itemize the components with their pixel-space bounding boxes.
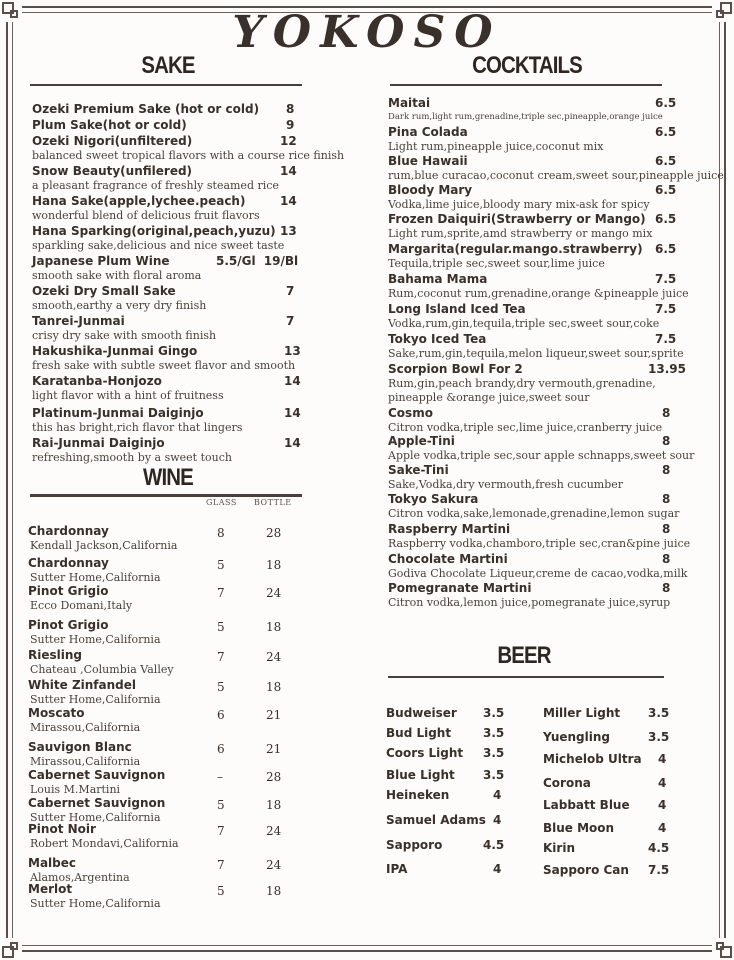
cocktail-item-price: 8 — [662, 552, 671, 566]
cocktail-item-price: 6.5 — [655, 212, 677, 226]
sake-item-price: 14 — [284, 374, 301, 388]
sake-item-price: 7 — [286, 284, 295, 298]
cocktail-item-name: Bahama Mama — [388, 272, 488, 286]
cocktail-item-desc: Citron vodka,sake,lemonade,grenadine,lemon sugar — [388, 507, 680, 520]
wine-glass-price: 8 — [217, 526, 225, 540]
beer-item-price: 4 — [658, 821, 667, 835]
wine-glass-price: 5 — [217, 680, 225, 694]
wine-item-name: Pinot Grigio — [28, 618, 109, 632]
beer-item-name: Heineken — [386, 788, 450, 802]
beer-item-name: Sapporo Can — [543, 863, 629, 877]
cocktail-item-name: Apple-Tini — [388, 434, 455, 448]
wine-item-desc: Mirassou,California — [30, 721, 141, 734]
cocktail-item-price: 13.95 — [648, 362, 686, 376]
sake-item-desc: refreshing,smooth by a sweet touch — [32, 451, 232, 464]
cocktail-item-desc: Tequila,triple sec,sweet sour,lime juice — [388, 257, 605, 270]
cocktail-item-price: 6.5 — [655, 242, 677, 256]
cocktail-item-desc: Citron vodka,lemon juice,pomegranate juice,syrup — [388, 596, 671, 609]
cocktail-item-name: Pomegranate Martini — [388, 581, 532, 595]
sake-item-price: 12 — [280, 134, 297, 148]
beer-item-name: Budweiser — [386, 706, 457, 720]
sake-item-name: Karatanba-Honjozo — [32, 374, 162, 388]
sake-item-name: Hana Sake(apple,lychee.peach) — [32, 194, 246, 208]
wine-item-desc: Alamos,Argentina — [30, 871, 130, 884]
sake-item-price: 7 — [286, 314, 295, 328]
cocktail-item-desc: Vodka,rum,gin,tequila,triple sec,sweet sour,coke — [388, 317, 660, 330]
cocktail-item-desc: Rum,gin,peach brandy,dry vermouth,grenadine, — [388, 377, 656, 390]
sake-item-price: 14 — [284, 406, 301, 420]
cocktails-heading: COCKTAILS — [472, 52, 582, 79]
wine-glass-price: 5 — [217, 884, 225, 898]
sake-heading: SAKE — [141, 52, 195, 79]
wine-glass-price: 7 — [217, 586, 225, 600]
cocktail-item-name: Sake-Tini — [388, 463, 449, 477]
sake-item-name: Hana Sparking(original,peach,yuzu) — [32, 224, 276, 238]
cocktail-item-name: Tokyo Iced Tea — [388, 332, 487, 346]
sake-item-desc: light flavor with a hint of fruitness — [32, 389, 224, 402]
cocktail-item-price: 6.5 — [655, 96, 677, 110]
wine-item-desc: Sutter Home,California — [30, 693, 161, 706]
cocktail-item-desc: Godiva Chocolate Liqueur,creme de cacao,vodka,milk — [388, 567, 688, 580]
beer-item-price: 4 — [493, 862, 502, 876]
wine-glass-price: 5 — [217, 620, 225, 634]
sake-item-price: 13 — [284, 344, 301, 358]
beer-item-price: 3.5 — [648, 706, 670, 720]
sake-item-price: 9 — [286, 118, 295, 132]
cocktail-item-name: Scorpion Bowl For 2 — [388, 362, 523, 376]
beer-item-price: 7.5 — [648, 863, 670, 877]
cocktail-item-name: Frozen Daiquiri(Strawberry or Mango) — [388, 212, 646, 226]
cocktail-item-name: Maitai — [388, 96, 431, 110]
wine-glass-price: 7 — [217, 824, 225, 838]
cocktail-item-name: Cosmo — [388, 406, 433, 420]
cocktails-rule — [390, 84, 662, 86]
beer-item-price: 3.5 — [648, 730, 670, 744]
cocktail-item-desc: Rum,coconut rum,grenadine,orange &pineapple juice — [388, 287, 689, 300]
wine-item-name: Malbec — [28, 856, 76, 870]
beer-rule — [388, 676, 664, 678]
wine-item-name: Pinot Noir — [28, 822, 96, 836]
menu-title: YOKOSO — [232, 7, 502, 58]
beer-item-name: Yuengling — [543, 730, 610, 744]
wine-item-name: Moscato — [28, 706, 85, 720]
wine-bottle-price: 18 — [266, 884, 282, 898]
cocktail-item-price: 8 — [662, 434, 671, 448]
cocktail-item-price: 8 — [662, 522, 671, 536]
wine-bottle-price: 18 — [266, 680, 282, 694]
wine-item-desc: Robert Mondavi,California — [30, 837, 179, 850]
cocktail-item-name: Chocolate Martini — [388, 552, 508, 566]
sake-item-desc: smooth sake with floral aroma — [32, 269, 202, 282]
wine-bottle-price: 18 — [266, 558, 282, 572]
wine-bottle-price: 24 — [266, 586, 282, 600]
sake-item-price: 13 — [280, 224, 297, 238]
cocktail-item-desc: Citron vodka,triple sec,lime juice,cranberry juice — [388, 421, 663, 434]
wine-bottle-price: 21 — [266, 742, 282, 756]
wine-item-name: Merlot — [28, 882, 73, 896]
beer-item-name: Blue Moon — [543, 821, 615, 835]
wine-item-name: White Zinfandel — [28, 678, 137, 692]
sake-item-name: Tanrei-Junmai — [32, 314, 125, 328]
cocktail-item-price: 6.5 — [655, 154, 677, 168]
wine-glass-price: 6 — [217, 742, 225, 756]
wine-bottle-price: 18 — [266, 620, 282, 634]
beer-item-name: Sapporo — [386, 838, 443, 852]
wine-item-desc: Sutter Home,California — [30, 811, 161, 824]
beer-item-price: 3.5 — [483, 726, 505, 740]
corner-ornament-bottom-left — [0, 938, 22, 960]
beer-item-name: Blue Light — [386, 768, 455, 782]
sake-item-name: Rai-Junmai Daiginjo — [32, 436, 165, 450]
wine-item-desc: Louis M.Martini — [30, 783, 121, 796]
cocktail-item-desc: Apple vodka,triple sec,sour apple schnapps,sweet sour — [388, 449, 695, 462]
sake-item-desc: crisy dry sake with smooth finish — [32, 329, 217, 342]
cocktail-item-price: 8 — [662, 463, 671, 477]
wine-bottle-price: 18 — [266, 798, 282, 812]
sake-item-name: Ozeki Nigori(unfiltered) — [32, 134, 193, 148]
cocktail-item-desc: Light rum,pineapple juice,coconut mix — [388, 140, 604, 153]
wine-bottle-price: 24 — [266, 650, 282, 664]
cocktail-item-desc: Raspberry vodka,chamboro,triple sec,cran&pine juice — [388, 537, 691, 550]
cocktail-item-desc: Sake,rum,gin,tequila,melon liqueur,sweet sour,sprite — [388, 347, 684, 360]
cocktail-item-price: 7.5 — [655, 272, 677, 286]
sake-item-price: 8 — [286, 102, 295, 116]
wine-item-name: Chardonnay — [28, 556, 109, 570]
cocktail-item-price: 7.5 — [655, 332, 677, 346]
wine-item-name: Chardonnay — [28, 524, 109, 538]
wine-bottle-price: 24 — [266, 824, 282, 838]
beer-item-price: 3.5 — [483, 746, 505, 760]
beer-item-price: 4.5 — [648, 841, 670, 855]
sake-rule — [30, 84, 302, 86]
beer-item-name: Michelob Ultra — [543, 752, 642, 766]
beer-item-price: 4 — [658, 752, 667, 766]
wine-glass-price: 5 — [217, 798, 225, 812]
beer-item-price: 4 — [658, 776, 667, 790]
wine-rule — [30, 494, 302, 497]
beer-item-name: IPA — [386, 862, 408, 876]
beer-item-name: Kirin — [543, 841, 575, 855]
sake-item-desc: sparkling sake,delicious and nice sweet taste — [32, 239, 285, 252]
sake-item-name: Snow Beauty(unfilered) — [32, 164, 193, 178]
cocktail-item-desc: Dark rum,light rum,grenadine,triple sec,pineapple,orange juice — [388, 112, 663, 122]
cocktail-item-desc: Sake,Vodka,dry vermouth,fresh cucumber — [388, 478, 624, 491]
cocktail-item-desc: pineapple &orange juice,sweet sour — [388, 391, 590, 404]
sake-item-desc: wonderful blend of delicious fruit flavors — [32, 209, 260, 222]
sake-item-name: Japanese Plum Wine — [32, 254, 170, 268]
cocktail-item-price: 8 — [662, 406, 671, 420]
sake-item-name: Plum Sake(hot or cold) — [32, 118, 187, 132]
cocktail-item-name: Blue Hawaii — [388, 154, 468, 168]
wine-item-name: Sauvigon Blanc — [28, 740, 132, 754]
cocktail-item-price: 6.5 — [655, 125, 677, 139]
cocktail-item-desc: Light rum,sprite,amd strawberry or mango mix — [388, 227, 653, 240]
wine-item-desc: Sutter Home,California — [30, 571, 161, 584]
beer-heading: BEER — [497, 642, 551, 669]
corner-ornament-bottom-right — [712, 938, 734, 960]
sake-item-name: Platinum-Junmai Daiginjo — [32, 406, 204, 420]
beer-item-name: Corona — [543, 776, 591, 790]
cocktail-item-desc: Vodka,lime juice,bloody mary mix-ask for spicy — [388, 198, 650, 211]
sake-item-desc: balanced sweet tropical flavors with a course rice finish — [32, 149, 345, 162]
cocktail-item-name: Pina Colada — [388, 125, 468, 139]
wine-item-name: Cabernet Sauvignon — [28, 768, 166, 782]
wine-item-desc: Kendall Jackson,California — [30, 539, 178, 552]
beer-item-price: 4 — [658, 798, 667, 812]
sake-item-name: Hakushika-Junmai Gingo — [32, 344, 198, 358]
wine-bottle-price: 28 — [266, 526, 282, 540]
wine-item-name: Riesling — [28, 648, 82, 662]
beer-item-price: 4 — [493, 813, 502, 827]
wine-item-desc: Chateau ,Columbia Valley — [30, 663, 174, 676]
cocktail-item-name: Margarita(regular.mango.strawberry) — [388, 242, 643, 256]
cocktail-item-name: Bloody Mary — [388, 183, 473, 197]
wine-item-desc: Sutter Home,California — [30, 897, 161, 910]
sake-item-price: 14 — [284, 436, 301, 450]
cocktail-item-price: 8 — [662, 581, 671, 595]
wine-glass-price: – — [217, 770, 223, 784]
cocktail-item-price: 6.5 — [655, 183, 677, 197]
wine-bottle-price: 21 — [266, 708, 282, 722]
beer-item-name: Coors Light — [386, 746, 464, 760]
beer-item-name: Miller Light — [543, 706, 621, 720]
sake-item-price: 14 — [280, 194, 297, 208]
sake-item-name: Ozeki Premium Sake (hot or cold) — [32, 102, 260, 116]
wine-item-name: Pinot Grigio — [28, 584, 109, 598]
wine-item-desc: Sutter Home,California — [30, 633, 161, 646]
wine-heading: WINE — [143, 464, 193, 491]
sake-item-desc: this has bright,rich flavor that lingers — [32, 421, 243, 434]
wine-glass-price: 7 — [217, 650, 225, 664]
wine-bottle-header: BOTTLE — [254, 498, 292, 507]
wine-glass-price: 7 — [217, 858, 225, 872]
sake-item-desc: a pleasant fragrance of freshly steamed rice — [32, 179, 279, 192]
wine-glass-price: 5 — [217, 558, 225, 572]
sake-item-price: 14 — [280, 164, 297, 178]
beer-item-price: 3.5 — [483, 768, 505, 782]
beer-item-price: 4.5 — [483, 838, 505, 852]
beer-item-name: Samuel Adams — [386, 813, 486, 827]
beer-item-price: 4 — [493, 788, 502, 802]
wine-item-desc: Ecco Domani,Italy — [30, 599, 133, 612]
wine-item-name: Cabernet Sauvignon — [28, 796, 166, 810]
cocktail-item-price: 7.5 — [655, 302, 677, 316]
wine-glass-price: 6 — [217, 708, 225, 722]
beer-item-name: Labbatt Blue — [543, 798, 630, 812]
wine-bottle-price: 24 — [266, 858, 282, 872]
cocktail-item-name: Raspberry Martini — [388, 522, 511, 536]
sake-item-desc: fresh sake with subtle sweet flavor and smooth — [32, 359, 296, 372]
wine-glass-header: GLASS — [206, 498, 237, 507]
sake-item-price: 5.5/Gl 19/Bl — [216, 254, 299, 268]
cocktail-item-name: Tokyo Sakura — [388, 492, 479, 506]
sake-item-desc: smooth,earthy a very dry finish — [32, 299, 207, 312]
cocktail-item-price: 8 — [662, 492, 671, 506]
sake-item-name: Ozeki Dry Small Sake — [32, 284, 176, 298]
beer-item-name: Bud Light — [386, 726, 452, 740]
wine-item-desc: Mirassou,California — [30, 755, 141, 768]
beer-item-price: 3.5 — [483, 706, 505, 720]
wine-bottle-price: 28 — [266, 770, 282, 784]
cocktail-item-desc: rum,blue curacao,coconut cream,sweet sour,pineapple juice — [388, 169, 724, 182]
cocktail-item-name: Long Island Iced Tea — [388, 302, 526, 316]
